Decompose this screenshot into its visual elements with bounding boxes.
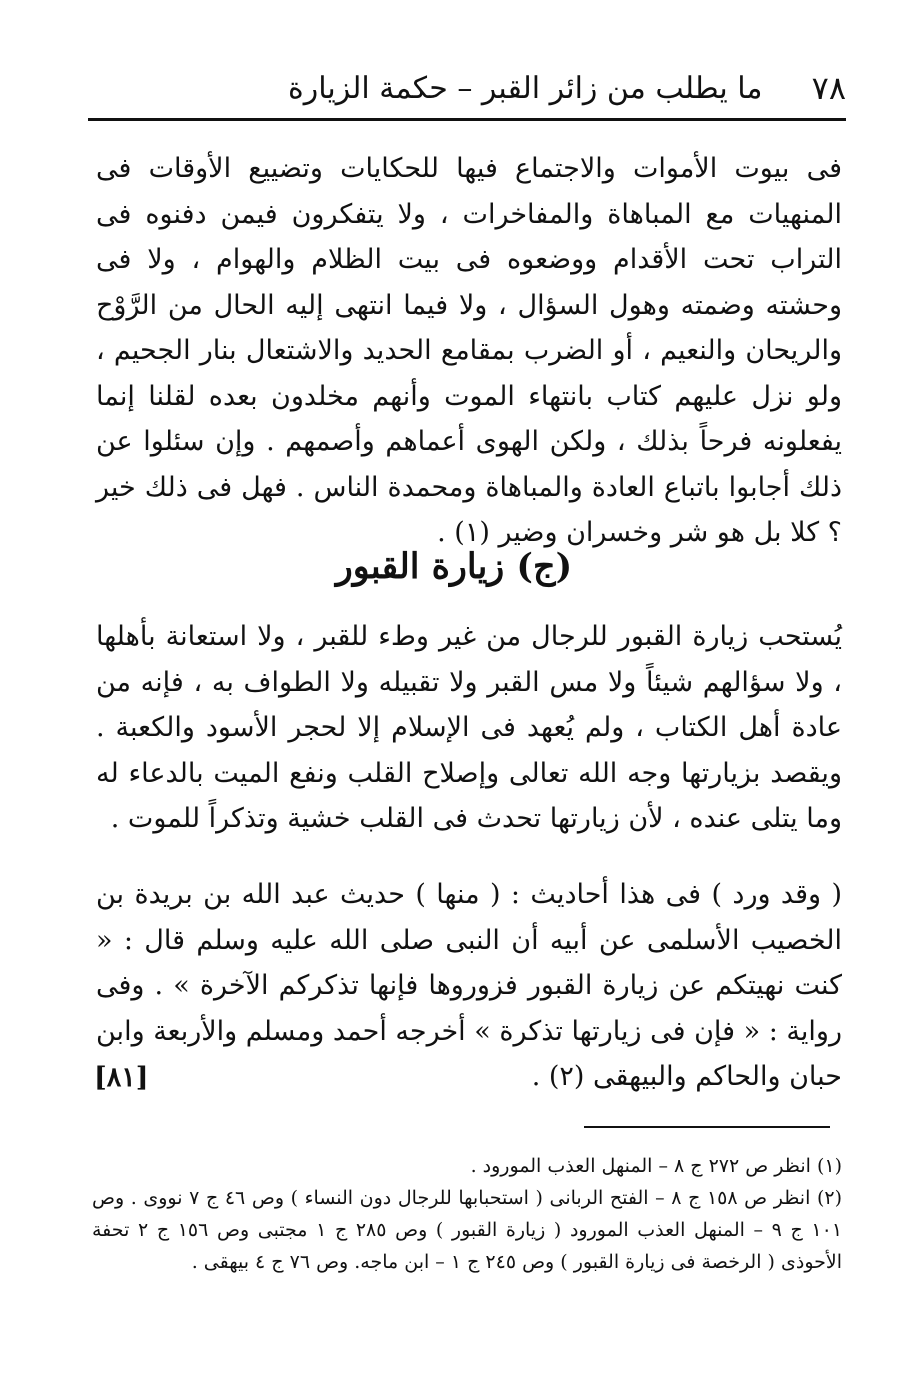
header-rule [88, 118, 846, 121]
footnote-rule [584, 1126, 830, 1128]
paragraph-3: ( وقد ورد ) فى هذا أحاديث : ( منها ) حديث عبد الله بن بريدة بن الخصيب الأسلمى عن أبيه أن النبى صلى الله عليه وسلم قال : « كنت نهيتكم عن زيارة القبور فزوروها فإنها تذكركم الآخرة » . وفى رواية : « فإن فى زيارتها تذكرة » أخرجه أحمد ومسلم والأربعة وابن حبان والحاكم والبيهقى (٢) . [96, 879, 842, 1092]
page-number: ٧٨ [811, 69, 846, 107]
page-header [88, 62, 846, 114]
paragraph-2-block [96, 614, 842, 842]
running-title: ما يطلب من زائر القبر – حكمة الزيارة [288, 70, 763, 106]
paragraph-1-block [96, 146, 842, 556]
footnote-1: (١) انظر ص ٢٧٢ ج ٨ – المنهل العذب المورود . [470, 1155, 842, 1177]
section-title: (ج) زيارة القبور [335, 546, 573, 587]
paragraph-2: يُستحب زيارة القبور للرجال من غير وطء للقبر ، ولا استعانة بأهلها ، ولا سؤالهم شيئاً ولا مس القبر ولا تقبيله ولا الطواف به ، فإنه من عادة أهل الكتاب ، ولم يُعهد فى الإسلام إلا لحجر الأسود والكعبة . ويقصد بزيارتها وجه الله تعالى وإصلاح القلب ونفع الميت بالدعاء له وما يتلى عنده ، لأن زيارتها تحدث فى القلب خشية وتذكراً للموت . [96, 621, 842, 834]
footnote-2: (٢) انظر ص ١٥٨ ج ٨ – الفتح الربانى ( استحبابها للرجال دون النساء ) وص ٤٦ ج ٧ نووى . وص ١٠١ ج ٩ – المنهل العذب المورود ( زيارة القبور ) وص ٢٨٥ ج ١ مجتبى وص ١٥٦ ج ٢ تحفة الأحوذى ( الرخصة فى زيارة القبور ) وص ٢٤٥ ج ١ – ابن ماجه. وص ٧٦ ج ٤ بيهقى . [92, 1187, 843, 1273]
page-reference: [٨١] [94, 1062, 149, 1093]
paragraph-1: فى بيوت الأموات والاجتماع فيها للحكايات وتضييع الأوقات فى المنهيات مع المباهاة والمفاخرات ، ولا يتفكرون فيمن دفنوه فى التراب تحت الأقدام ووضعوه فى بيت الظلام والهوام ، ولا فى وحشته وضمته وهول السؤال ، ولا فيما انتهى إليه الحال من الرَّوْح والريحان والنعيم ، أو الضرب بمقامع الحديد والاشتعال بنار الجحيم ، ولو نزل عليهم كتاب بانتهاء الموت وأنهم مخلدون بعده لقلنا إنما يفعلونه فرحاً بذلك ، ولكن الهوى أعماهم وأصمهم . وإن سئلوا عن ذلك أجابوا باتباع العادة والمباهاة ومحمدة الناس . فهل فى ذلك خير ؟ كلا بل هو شر وخسران وضير (١) . [96, 153, 842, 548]
footnotes [92, 1150, 842, 1278]
paragraph-3-block [96, 872, 842, 1100]
